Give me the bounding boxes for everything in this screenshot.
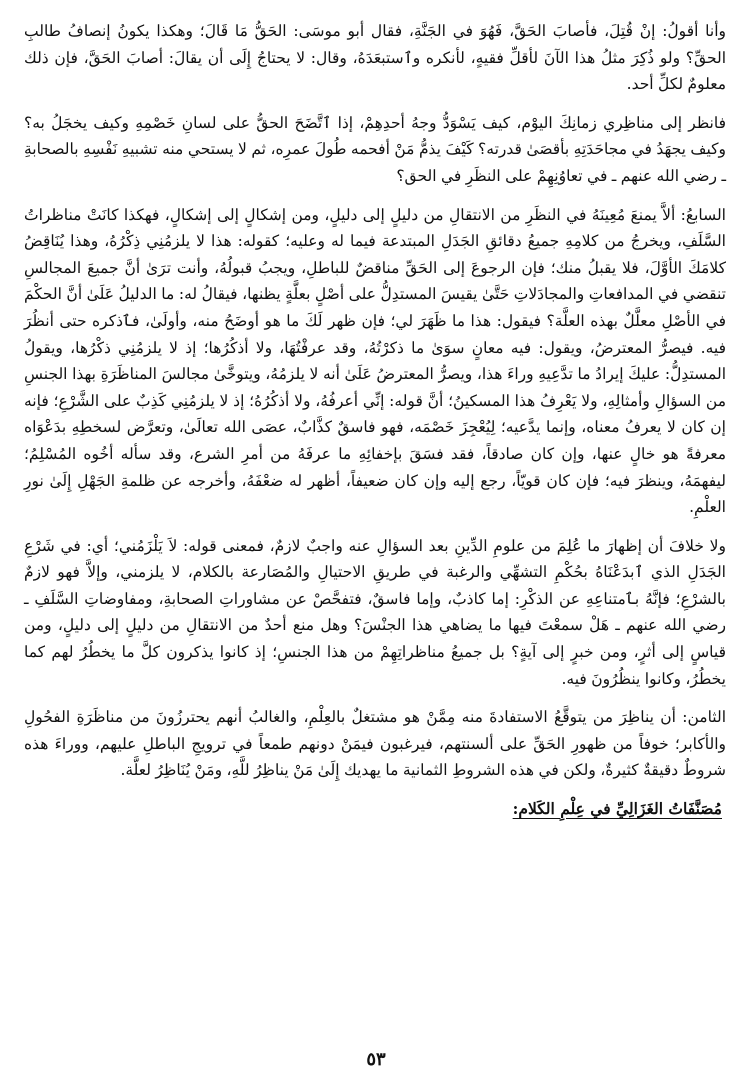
paragraph-3: السابعُ: ألاَّ يمنعَ مُعِينَهُ في النظَرِ من الانتقالِ من دليلٍ إلى دليلٍ، ومن إشكالٍ إلى إشكالٍ، فهكذا كانَتْ مناظراتُ السَّلَفِ، ويخرجُ من كلامِهِ جميعُ دقائقِ الجَدَلِ المبتدعة فيما له وعليه؛ كقوله: هذا لا يلزمُنِي ذِكْرُهُ، وهذا يُنَاقِضُ كلامَكَ الأوَّلَ، فلا يقبلُ منك؛ فإن الرجوعَ إلى الحَقِّ مناقضٌ للباطلِ، ويجبُ قبولُهُ، وأنت ترَىٰ أنَّ جميعَ المجالسِ تنقضي في المدافعاتِ والمجادَلاتِ حَتَّىٰ يقيسَ المستدِلُّ على أصْلٍ بعلَّةٍ يظنها، فيقالُ له: ما الدليلُ عَلَىٰ أنَّ الحكْمَ في الأصْلِ معلَّلٌ بهذه العلَّة؟ فيقول: هذا ما ظَهَرَ لي؛ فإن ظهر لَكَ ما هو أوضَحُ منه، وأولَىٰ، فٱذكره حتى أنظُرَ فيه. فيصرُّ المعترضُ، ويقول: فيه معانٍ سوَىٰ ما ذكرْتُهُ، وقد عرفْتُهَا، ولا أذكُرُها؛ إذ لا يلزمُنِي ذكْرُها، ويقولُ المستدِلُّ: عليكَ إيرادُ ما تدَّعِيهِ وراءَ هذا، ويصرُّ المعترضُ عَلَىٰ أنه لا يلزمُهُ، ويتوخَّىٰ مجالسَ المناظَرَةِ بهذا الجنسِ من السؤالِ وأمثالِهِ، ولا يَعْرِفُ هذا المسكينُ؛ أنَّ قوله: إنِّي أعرفُهُ، ولا أذكُرُهُ؛ إذ لا يلزمُنِي كَذِبٌ على الشَّرْعِ؛ فإنه إن كان لا يعرفُ معناه، وإنما يدَّعيه؛ لِيُعْجِزَ خَصْمَه، فهو فاسقٌ كذَّابٌ، عصَى الله تعالَىٰ، وتعرَّض لسخطِهِ بدَعْوَاه معرفةً هو خالٍ عنها، وإن كان صادقاً، فقد فسَقَ بإخفائِهِ ما عرفَهُ من أمرِ الشرع، وقد سأله أخُوه المُسْلِمُ؛ ليفهمَهُ، وينظرَ فيه؛ فإن كان قويّاً، رجع إليه وإن كان ضعيفاً، أظهر له ضعْفَهُ، وأخرجه عن ظلمةِ الجَهْلِ إِلَىٰ نورِ العلْمِ.: [24, 205, 726, 517]
paragraph-1: وأنا أقولُ: إنْ قُتِلَ، فأصابَ الحَقَّ، فَهُوَ في الجَنَّةِ، فقال أبو موسَى: الحَقُّ مَا قَالَ؛ وهكذا يكونُ إنصافُ طالبِ الحقِّ؟ ولو ذُكِرَ مثلُ هذا الآنَ لأقلِّ فقيهٍ، لأنكره وٱستبعَدَهُ، وقال: لا يحتاجُ إِلَى أن يقالَ: أصابَ الحَقَّ، فإن ذلك معلومٌ لكلِّ أحد.: [24, 22, 726, 94]
paragraph-2: فانظر إلى مناظِري زمانِكَ اليوْم، كيف يَسْوَدُّ وجهُ أحدِهِمْ، إذا ٱتَّضَحَ الحقُّ على لسانِ خَصْمِهِ وكيف يخجَلُ به؟ وكيف يجهَدُ في مجاحَدَتِهِ بأقصَىٰ قدرته؟ كَيْفَ يذمُّ مَنْ أفحمه طُولَ عمرِه، ثم لا يستحي منه تشبيهِ نَفْسِهِ بالصحابةِ ـ رضي الله عنهم ـ في تعاوُنِهِمْ على النظَرِ في الحق؟: [24, 113, 726, 185]
paragraph-gap: [24, 784, 726, 796]
paragraph-gap: [24, 521, 726, 533]
paragraph-5: الثامن: أن يناظِرَ من يتوقَّعُ الاستفادةَ منه مِمَّنْ هو مشتغلٌ بالعِلْمِ، والغالبُ أنهم يحترزُونَ من مناظَرَةِ الفحُولِ والأكابر؛ خوفاً من ظهورِ الحَقِّ على ألسنتهم، فيرغبون فيمَنْ دونهم طمعاً في ترويجِ الباطلِ عليهم، ووراءَ هذه شروطٌ دقيقةٌ كثيرةٌ، ولكن في هذه الشروطِ الثمانية ما يهديك إِلَىٰ مَنْ يناظِرُ للَّهِ، ومَنْ يُنَاظِرُ لعلَّة.: [24, 708, 726, 780]
paragraph-4: ولا خلافَ أن إظهارَ ما عُلِمَ من علومِ الدِّينِ بعد السؤالِ عنه واجبٌ لازمٌ، فمعنى قوله: لاَ يَلْزَمُني؛ أي: في شَرْعِ الجَدَلِ الذي ٱبدَعْنَاهُ بحُكْمِ التشهِّي والرغبة في طريقِ الاحتيالِ والمُصَارعة بالكلام، لا يلزمني، وإلاَّ فهو لازمٌ بالشرْعِ؛ فإنَّهُ بٱمتناعِهِ عن الذكْرِ: إما كاذبٌ، وإما فاسقٌ، فتفحَّصْ عن مشاوراتِ الصحابةِ، ومفاوضاتِ السَّلَفِ ـ رضي الله عنهم ـ هَلْ سمعْتَ فيها ما يضاهي هذا الجنْسَ؟ وهل منع أحدٌ من الانتقالِ من دليلٍ إلى دليلٍ، ومن قياسٍ إلى أثرٍ، ومن خبرٍ إلى آيةٍ؟ بل جميعُ مناظراتِهِمْ من هذا الجنسِ؛ إذ كانوا يذكرون كلَّ ما يخطُرُ لهم كما يخطُرُ، وكانوا ينظُرُونَ فيه.: [24, 536, 726, 688]
paragraph-gap: [24, 190, 726, 202]
page-number: ٥٣: [366, 1049, 386, 1070]
section-heading: مُصَنَّفَاتُ الغَزَالِيِّ في عِلْمِ الكَلام:: [512, 799, 722, 819]
paragraph-gap: [24, 98, 726, 110]
paragraph-gap: [24, 692, 726, 704]
